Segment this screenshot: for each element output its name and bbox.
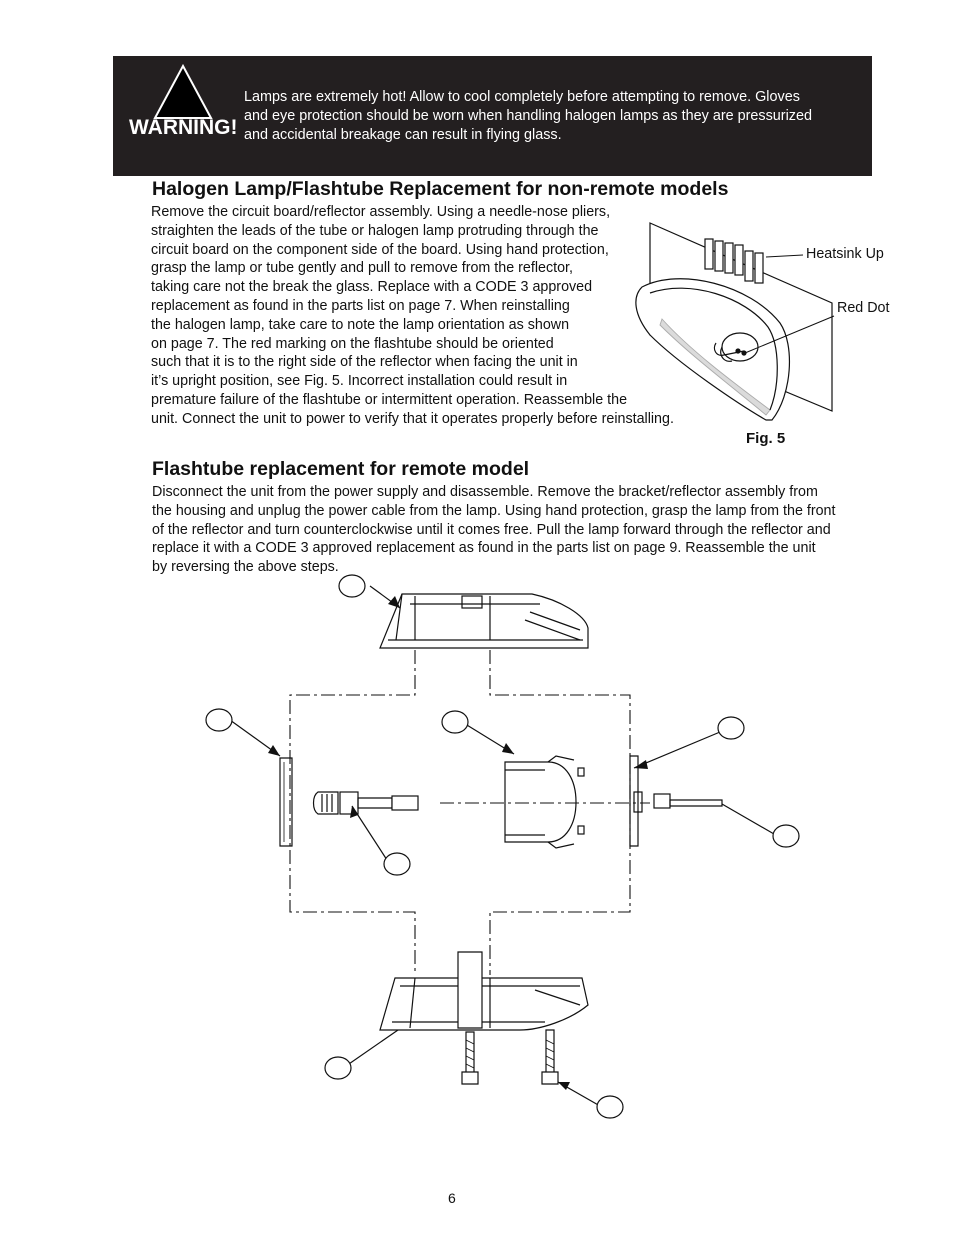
fig5-label: Fig. 5 [746,430,786,447]
section1-line: unit. Connect the unit to power to verify that it operates properly before reinstalling. [151,410,674,427]
section1-line: the halogen lamp, take care to note the lamp orientation as shown [151,316,570,333]
section2-line: the housing and unplug the power cable from the lamp. Using hand protection, grasp the lamp from the front [152,502,836,519]
callout-red-dot: Red Dot [837,300,890,316]
section2-line: Disconnect the unit from the power supply and disassemble. Remove the bracket/reflector assembly from [152,484,818,500]
section1-line: straighten the leads of the tube or halogen lamp protruding through the [151,222,599,239]
section1-line: circuit board on the component side of the board. Using hand protection, [151,241,609,258]
section1-line: replacement as found in the parts list on page 7. When reinstalling [151,297,570,314]
section1-line: premature failure of the flashtube or intermittent operation. Reassemble the [151,391,628,408]
section2-line: of the reflector and turn counterclockwise until it comes free. Pull the lamp forward through the reflector and [152,521,831,538]
page-number: 6 [448,1190,456,1206]
section1-line: it’s upright position, see Fig. 5. Incorrect installation could result in [151,373,568,390]
section1-line: such that it is to the right side of the reflector when facing the unit in [151,354,578,371]
callout-heatsink-up: Heatsink Up [806,246,884,262]
section2-title: Flashtube replacement for remote model [152,458,530,480]
section1-line: Remove the circuit board/reflector assembly. Using a needle-nose pliers, [151,204,611,220]
section1-line: taking care not the break the glass. Replace with a CODE 3 approved [151,279,593,296]
warning-line: and accidental breakage can result in flying glass. [244,127,562,143]
section1-title: Halogen Lamp/Flashtube Replacement for non-remote models [152,178,729,200]
warning-label: WARNING! [129,116,238,139]
section2-line: by reversing the above steps. [152,559,339,576]
section1-line: grasp the lamp or tube gently and pull to remove from the reflector, [151,260,573,277]
section2-line: replace it with a CODE 3 approved replacement as found in the parts list on page 9. Reassemble the unit [152,540,816,557]
warning-line: Lamps are extremely hot! Allow to cool completely before attempting to remove. Gloves [244,89,800,105]
section1-line: on page 7. The red marking on the flashtube should be oriented [151,335,554,352]
warning-line: and eye protection should be worn when handling halogen lamps as they are pressurized [244,108,812,124]
